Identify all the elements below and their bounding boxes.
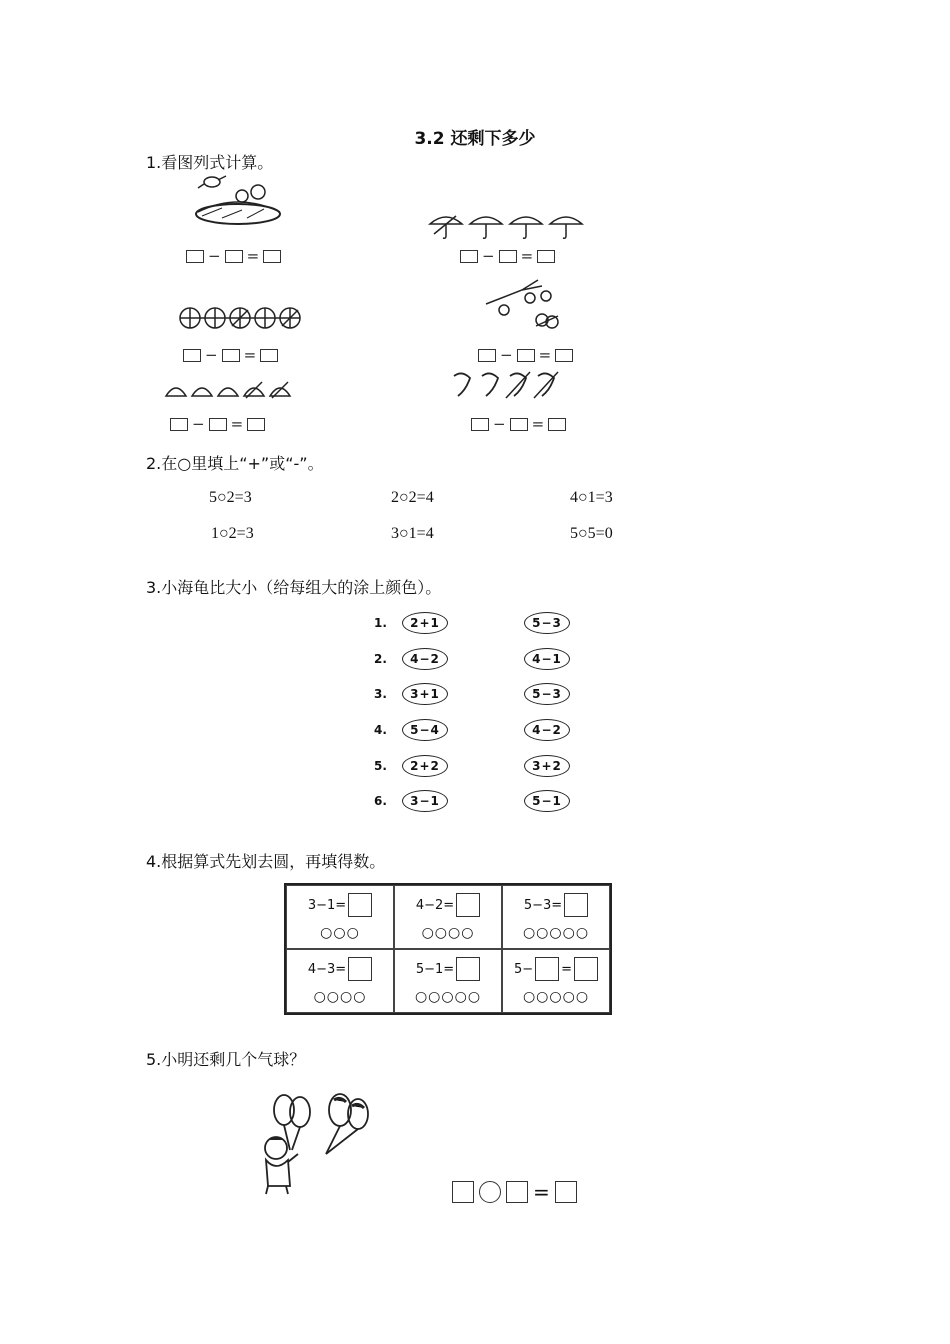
- circles[interactable]: ○○○○○: [414, 989, 482, 1005]
- turtle-right[interactable]: 5−3: [524, 612, 570, 634]
- answer-box[interactable]: [471, 418, 489, 431]
- circles[interactable]: ○○○○: [313, 989, 367, 1005]
- row-number: 6.: [374, 794, 387, 808]
- expression: 5−1=: [415, 961, 455, 977]
- equals-sign: =: [561, 961, 573, 977]
- circles[interactable]: ○○○: [320, 925, 360, 941]
- answer-box[interactable]: [564, 893, 588, 917]
- answer-box[interactable]: [460, 250, 478, 263]
- grid-cell: [394, 949, 502, 1013]
- circle-grid-table: [284, 883, 612, 1015]
- question-4-label: 4.根据算式先划去圆，再填得数。: [146, 852, 386, 871]
- balls-picture: [178, 306, 308, 330]
- turtle-left[interactable]: 2+2: [402, 755, 448, 777]
- turtle-row-3: [374, 683, 570, 705]
- peaches-picture: [162, 378, 294, 402]
- turtle-row-6: [374, 790, 570, 812]
- turtle-right[interactable]: 5−3: [524, 683, 570, 705]
- q2-item-1[interactable]: 5○2=3: [209, 489, 252, 506]
- row-number: 3.: [374, 687, 387, 701]
- grid-cell: [286, 885, 394, 949]
- expression: 4−2=: [415, 897, 455, 913]
- circles[interactable]: ○○○○: [421, 925, 475, 941]
- q1-equation-3: − =: [183, 348, 278, 363]
- expression: 5−3=: [523, 897, 563, 913]
- turtle-left[interactable]: 3−1: [402, 790, 448, 812]
- answer-box[interactable]: [456, 957, 480, 981]
- question-2-label: 2.在○里填上“+”或“-”。: [146, 454, 324, 473]
- grid-cell: [286, 949, 394, 1013]
- boy-with-balloons-picture: [254, 1090, 374, 1196]
- q2-item-2[interactable]: 2○2=4: [391, 489, 434, 506]
- question-3-label: 3.小海龟比大小（给每组大的涂上颜色）。: [146, 578, 442, 597]
- q2-item-4[interactable]: 1○2=3: [211, 525, 254, 542]
- q1-equation-5: − =: [170, 417, 265, 432]
- answer-box[interactable]: [537, 250, 555, 263]
- answer-box[interactable]: [535, 957, 559, 981]
- answer-box[interactable]: [209, 418, 227, 431]
- circles[interactable]: ○○○○○: [522, 925, 590, 941]
- answer-box[interactable]: [222, 349, 240, 362]
- answer-box[interactable]: [247, 418, 265, 431]
- question-1-label: 1.看图列式计算。: [146, 153, 274, 172]
- answer-box[interactable]: [260, 349, 278, 362]
- turtle-row-4: [374, 719, 570, 741]
- row-number: 5.: [374, 759, 387, 773]
- answer-box[interactable]: [183, 349, 201, 362]
- q2-item-6[interactable]: 5○5=0: [570, 525, 613, 542]
- turtle-row-5: [374, 755, 570, 777]
- operator-circle[interactable]: [479, 1181, 501, 1203]
- peppers-picture: [448, 368, 564, 402]
- answer-box[interactable]: [186, 250, 204, 263]
- grid-cell: [502, 949, 610, 1013]
- birds-in-nest-picture: [192, 172, 284, 228]
- q1-equation-2: − =: [460, 249, 555, 264]
- equals-sign: =: [533, 1180, 550, 1204]
- answer-box[interactable]: [263, 250, 281, 263]
- grid-cell: [502, 885, 610, 949]
- q2-item-5[interactable]: 3○1=4: [391, 525, 434, 542]
- expression: 5−: [513, 961, 534, 977]
- turtle-left[interactable]: 4−2: [402, 648, 448, 670]
- expression: 4−3=: [307, 961, 347, 977]
- turtle-left[interactable]: 5−4: [402, 719, 448, 741]
- turtle-right[interactable]: 5−1: [524, 790, 570, 812]
- answer-box[interactable]: [478, 349, 496, 362]
- row-number: 4.: [374, 723, 387, 737]
- row-number: 1.: [374, 616, 387, 630]
- answer-box[interactable]: [456, 893, 480, 917]
- turtle-row-2: [374, 648, 570, 670]
- answer-box[interactable]: [548, 418, 566, 431]
- answer-box[interactable]: [452, 1181, 474, 1203]
- circles[interactable]: ○○○○○: [522, 989, 590, 1005]
- turtle-left[interactable]: 2+1: [402, 612, 448, 634]
- answer-box[interactable]: [506, 1181, 528, 1203]
- page-title: 3.2 还剩下多少: [414, 129, 536, 149]
- answer-box[interactable]: [510, 418, 528, 431]
- q1-equation-1: − =: [186, 249, 281, 264]
- turtle-right[interactable]: 4−2: [524, 719, 570, 741]
- turtle-left[interactable]: 3+1: [402, 683, 448, 705]
- answer-box[interactable]: [555, 1181, 577, 1203]
- answer-box[interactable]: [499, 250, 517, 263]
- turtle-right[interactable]: 4−1: [524, 648, 570, 670]
- turtle-right[interactable]: 3+2: [524, 755, 570, 777]
- q1-equation-6: − =: [471, 417, 566, 432]
- answer-box[interactable]: [170, 418, 188, 431]
- answer-box[interactable]: [555, 349, 573, 362]
- question-5-label: 5.小明还剩几个气球？: [146, 1050, 306, 1069]
- answer-box[interactable]: [225, 250, 243, 263]
- row-number: 2.: [374, 652, 387, 666]
- q1-equation-4: − =: [478, 348, 573, 363]
- expression: 3−1=: [307, 897, 347, 913]
- answer-box[interactable]: [348, 893, 372, 917]
- grid-cell: [394, 885, 502, 949]
- answer-box[interactable]: [574, 957, 598, 981]
- umbrellas-picture: [426, 210, 590, 240]
- q2-item-3[interactable]: 4○1=3: [570, 489, 613, 506]
- answer-box[interactable]: [517, 349, 535, 362]
- cherries-picture: [482, 276, 564, 332]
- q5-equation: [452, 1180, 577, 1204]
- turtle-row-1: [374, 612, 570, 634]
- answer-box[interactable]: [348, 957, 372, 981]
